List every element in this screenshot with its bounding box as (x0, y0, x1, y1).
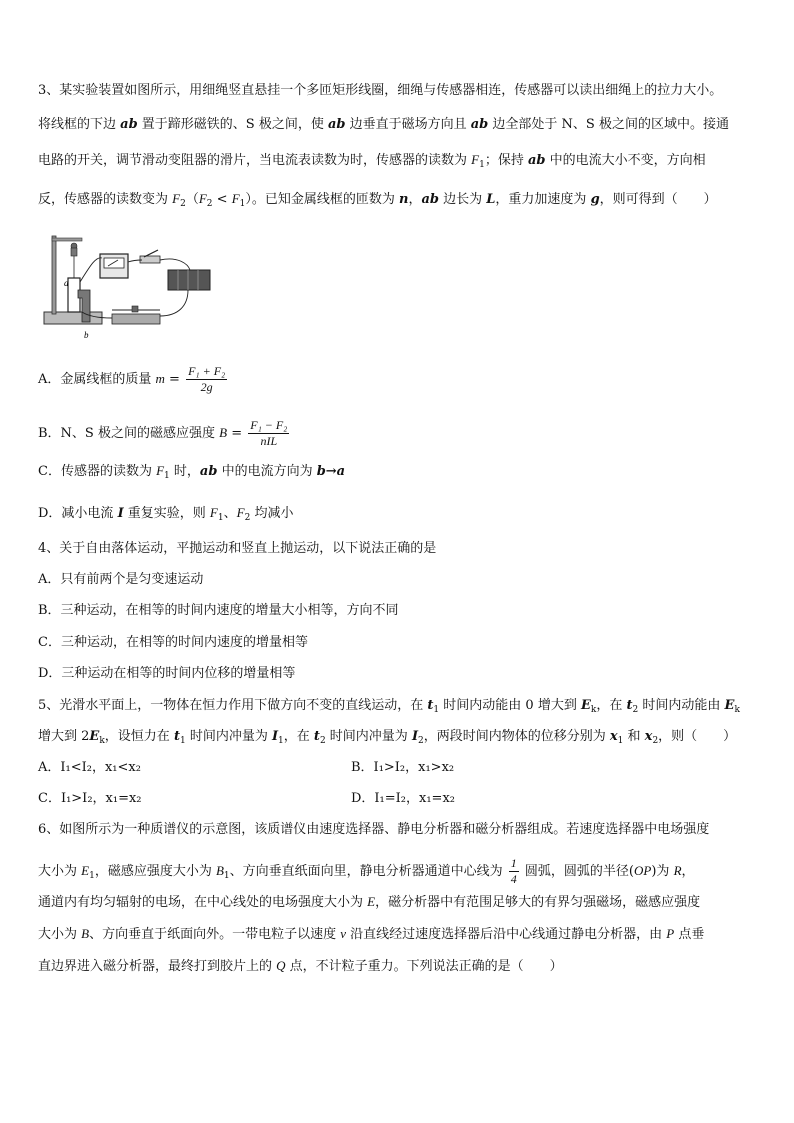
stand-rod (52, 236, 56, 314)
q5-options-row1 (38, 758, 758, 778)
q5-options-row2 (38, 789, 758, 809)
q3-option-b: B．N、S 极之间的磁感应强度 B = $\frac{\text{F₁ − F₂}}{\text{nIL}}$ (38, 418, 288, 448)
battery-pack (168, 270, 210, 290)
q5-option-a: A．I₁<I₂，x₁<x₂ (38, 760, 141, 775)
q5-option-c: C．I₁>I₂，x₁=x₂ (38, 791, 142, 806)
q5-option-b: B．I₁>I₂，x₁>x₂ (351, 760, 455, 775)
q3-stem-line1: 3、某实验装置如图所示，用细绳竖直悬挂一个多匝矩形线圈，细绳与传感器相连，传感器可以读出细绳上的拉力大小。 (38, 83, 723, 98)
q6-stem-line3: 通道内有均匀辐射的电场，在中心线处的电场强度大小为 E，磁分析器中有范围足够大的有界匀强磁场，磁感应强度 (38, 894, 701, 910)
q3-option-a: A．金属线框的质量 m = $\frac{\text{F₁ + F₂}}{2g}$ (38, 364, 226, 394)
q5-stem-line1: 5、光滑水平面上，一物体在恒力作用下做方向不变的直线运动，在 $t_1$ 时间内动能由 0 增大到 $E_k$，在 $t_2$ 时间内动能由 $E_k$ (38, 698, 740, 715)
q3-stem-line2: 将线框的下边 ab 置于蹄形磁铁的、S 极之间，使 ab 边垂直于磁场方向且 ab 边全部处于 N、S 极之间的区域中。接通 (38, 117, 729, 132)
experiment-apparatus-figure (38, 226, 220, 344)
q6-stem-line4: 大小为 B、方向垂直于纸面向外。一带电粒子以速度 v 沿直线经过速度选择器后沿中心线通过静电分析器，由 P 点垂 (38, 926, 705, 942)
q4-option-a: A．只有前两个是匀变速运动 (38, 572, 204, 587)
q6-stem-line1: 6、如图所示为一种质谱仪的示意图，该质谱仪由速度选择器、静电分析器和磁分析器组成。若速度选择器中电场强度 (38, 822, 710, 837)
q3-option-d: D．减小电流 I 重复实验，则 $F_1$、$F_2$ 均减小 (38, 505, 294, 523)
label-a: a (64, 278, 69, 288)
q4-option-c: C．三种运动，在相等的时间内速度的增量相等 (38, 635, 308, 650)
q3-stem-line3: 电路的开关，调节滑动变阻器的滑片，当电流表读数为时，传感器的读数为 $F_1$；保持 ab 中的电流大小不变，方向相 (38, 152, 706, 170)
q6-stem-line2: 大小为 $E_1$，磁感应强度大小为 $B_1$、方向垂直纸面向里，静电分析器通道中心线为 $\frac{1}{4}$ 圆弧，圆弧的半径(OP)为 R， (38, 856, 695, 886)
switch (140, 256, 160, 263)
q6-stem-line5: 直边界进入磁分析器，最终打到胶片上的 Q 点，不计粒子重力。下列说法正确的是（ ） (38, 958, 563, 974)
q4-stem: 4、关于自由落体运动，平抛运动和竖直上抛运动，以下说法正确的是 (38, 541, 437, 556)
q4-option-b: B．三种运动，在相等的时间内速度的增量大小相等，方向不同 (38, 603, 399, 618)
q5-stem-line2: 增大到 $2E_k$，设恒力在 $t_1$ 时间内冲量为 $I_1$，在 $t_2$ 时间内冲量为 $I_2$，两段时间内物体的位移分别为 $x_1$ 和 $x_2$，则（ ） (38, 729, 737, 746)
q4-option-d: D．三种运动在相等的时间内位移的增量相等 (38, 666, 296, 681)
fraction-mass: $\frac{\text{F₁ + F₂}}{2g}$ (188, 364, 226, 394)
rheostat (112, 314, 160, 324)
fraction-quarter: $\frac{1}{4}$ (510, 856, 517, 886)
fraction-b-field: $\frac{\text{F₁ − F₂}}{\text{nIL}}$ (250, 418, 288, 448)
q5-option-d: D．I₁=I₂，x₁=x₂ (351, 791, 455, 806)
q3-stem-line4: 反，传感器的读数变为 $F_2(F_2 < F_1)$。已知金属线框的匝数为 n，ab 边长为 L，重力加速度为 g，则可得到（ ） (38, 191, 717, 209)
label-b: b (84, 330, 89, 340)
q3-option-c: C．传感器的读数为 $F_1$ 时，ab 中的电流方向为 b→a (38, 463, 346, 481)
